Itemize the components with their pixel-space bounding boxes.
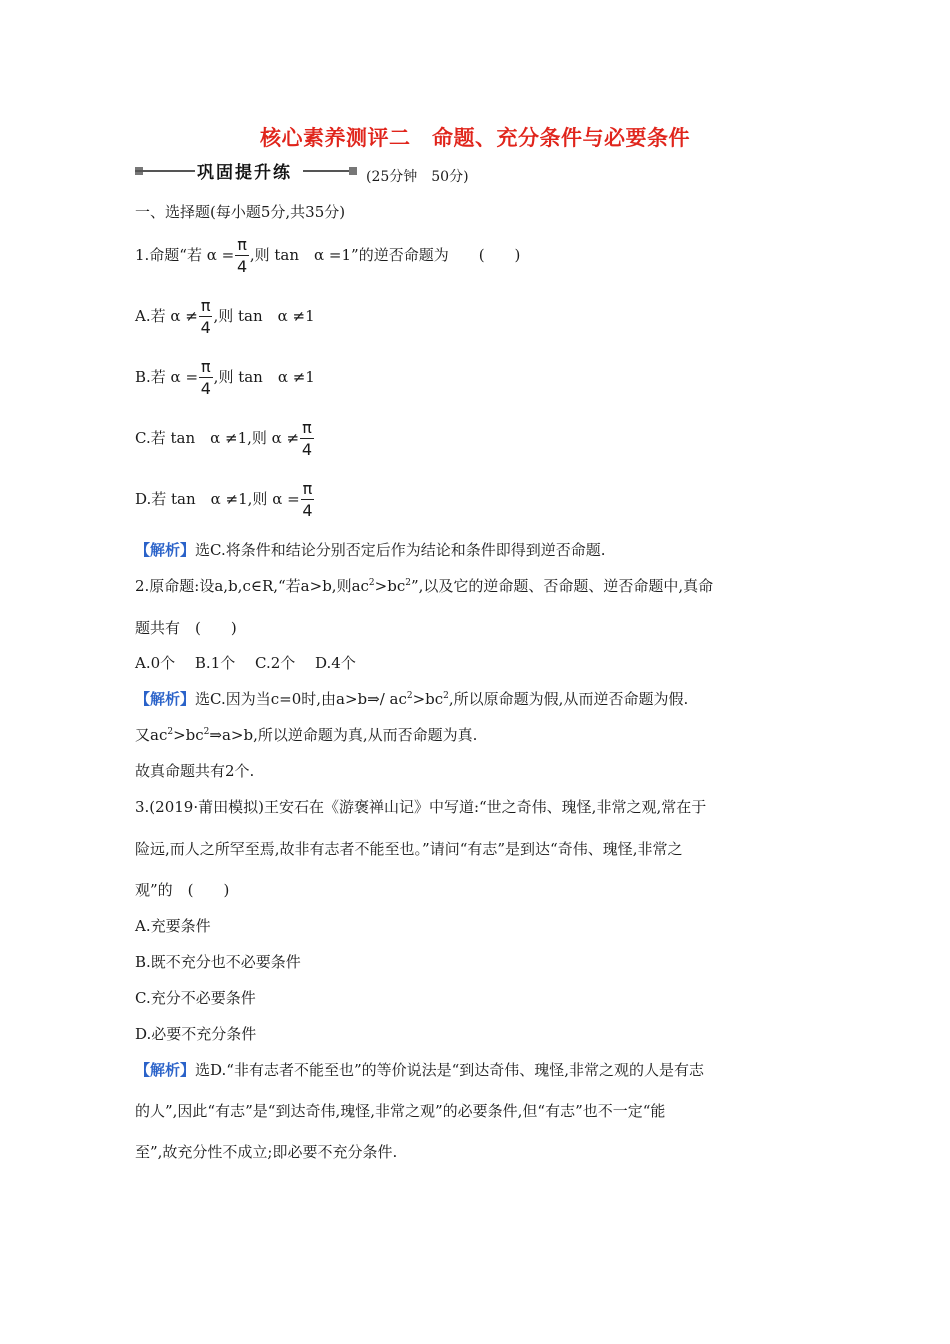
question-3-line-3: 观”的 ( )	[135, 881, 230, 899]
banner-left-rule	[135, 170, 195, 172]
q1-stem-pre: 1.命题“若 α =	[135, 246, 235, 264]
pi-over-4-fraction: $\frac{\pi}{4}$	[236, 235, 248, 276]
analysis-tag: 【解析】	[135, 1061, 196, 1079]
answer-3-line-1: 【解析】选D.“非有志者不能至也”的等价说法是“到达奇伟、瑰怪,非常之观的人是有志	[135, 1061, 705, 1079]
q3-option-d: D.必要不充分条件	[135, 1025, 257, 1043]
q3-option-b: B.既不充分也不必要条件	[135, 953, 301, 971]
question-3-line-2: 险远,而人之所罕至焉,故非有志者不能至也。”请问“有志”是到达“奇伟、瑰怪,非常之	[135, 840, 683, 858]
question-2-line-1: 2.原命题:设a,b,c∈R,“若a>b,则$ac^2>bc^2$”,以及它的逆命题、否命题、逆否命题中,真命	[135, 577, 714, 595]
analysis-tag: 【解析】	[135, 541, 196, 559]
question-1	[135, 237, 520, 275]
q1-option-a: A.若 α ≠ $\frac{\pi}{4}$ ,则 tan α ≠1	[135, 296, 315, 337]
question-2-line-2: 题共有 ( )	[135, 619, 237, 637]
q3-option-c: C.充分不必要条件	[135, 989, 256, 1007]
q1-option-c: C.若 tan α ≠1,则 α ≠ $\frac{\pi}{4}$	[135, 418, 313, 459]
answer-2-line-1: 【解析】选C.因为当c=0时,由a>b⇒/ $ac^2>bc^2$,所以原命题为假,从而逆否命题为假.	[135, 690, 689, 708]
section-heading: 一、选择题(每小题5分,共35分)	[135, 203, 346, 221]
page-title: 核心素养测评二 命题、充分条件与必要条件	[260, 126, 690, 150]
banner-right-rule	[303, 170, 355, 172]
banner-label: 巩固提升练	[197, 163, 292, 183]
q1-stem-post: ,则 tan α =1”的逆否命题为 ( )	[249, 246, 521, 264]
pi-over-4-fraction: $\frac{\pi}{4}$	[301, 418, 313, 459]
answer-1: 【解析】选C.将条件和结论分别否定后作为结论和条件即得到逆否命题.	[135, 541, 606, 559]
time-limit: (25分钟 50分)	[366, 169, 469, 185]
pi-over-4-fraction: $\frac{\pi}{4}$	[302, 479, 313, 520]
answer-2-line-3: 故真命题共有2个.	[135, 762, 255, 780]
answer-3-line-3: 至”,故充分性不成立;即必要不充分条件.	[135, 1143, 398, 1161]
banner-right-marker	[349, 167, 357, 175]
q1-option-b: B.若 α = $\frac{\pi}{4}$ ,则 tan α ≠1	[135, 357, 315, 398]
pi-over-4-fraction: $\frac{\pi}{4}$	[200, 357, 211, 398]
q3-option-a: A.充要条件	[135, 917, 211, 935]
question-3-line-1: 3.(2019·莆田模拟)王安石在《游褒禅山记》中写道:“世之奇伟、瑰怪,非常之观,常在于	[135, 798, 707, 816]
q1-option-d: D.若 tan α ≠1,则 α = $\frac{\pi}{4}$	[135, 479, 313, 520]
analysis-tag: 【解析】	[135, 690, 196, 708]
pi-over-4-fraction: $\frac{\pi}{4}$	[200, 296, 211, 337]
question-2-options: A.0个 B.1个 C.2个 D.4个	[135, 654, 356, 672]
answer-3-line-2: 的人”,因此“有志”是“到达奇伟,瑰怪,非常之观”的必要条件,但“有志”也不一定“能	[135, 1102, 666, 1120]
answer-2-line-2: 又$ac^2>bc^2\Rightarrow a>b$,所以逆命题为真,从而否命题为真.	[135, 726, 478, 744]
